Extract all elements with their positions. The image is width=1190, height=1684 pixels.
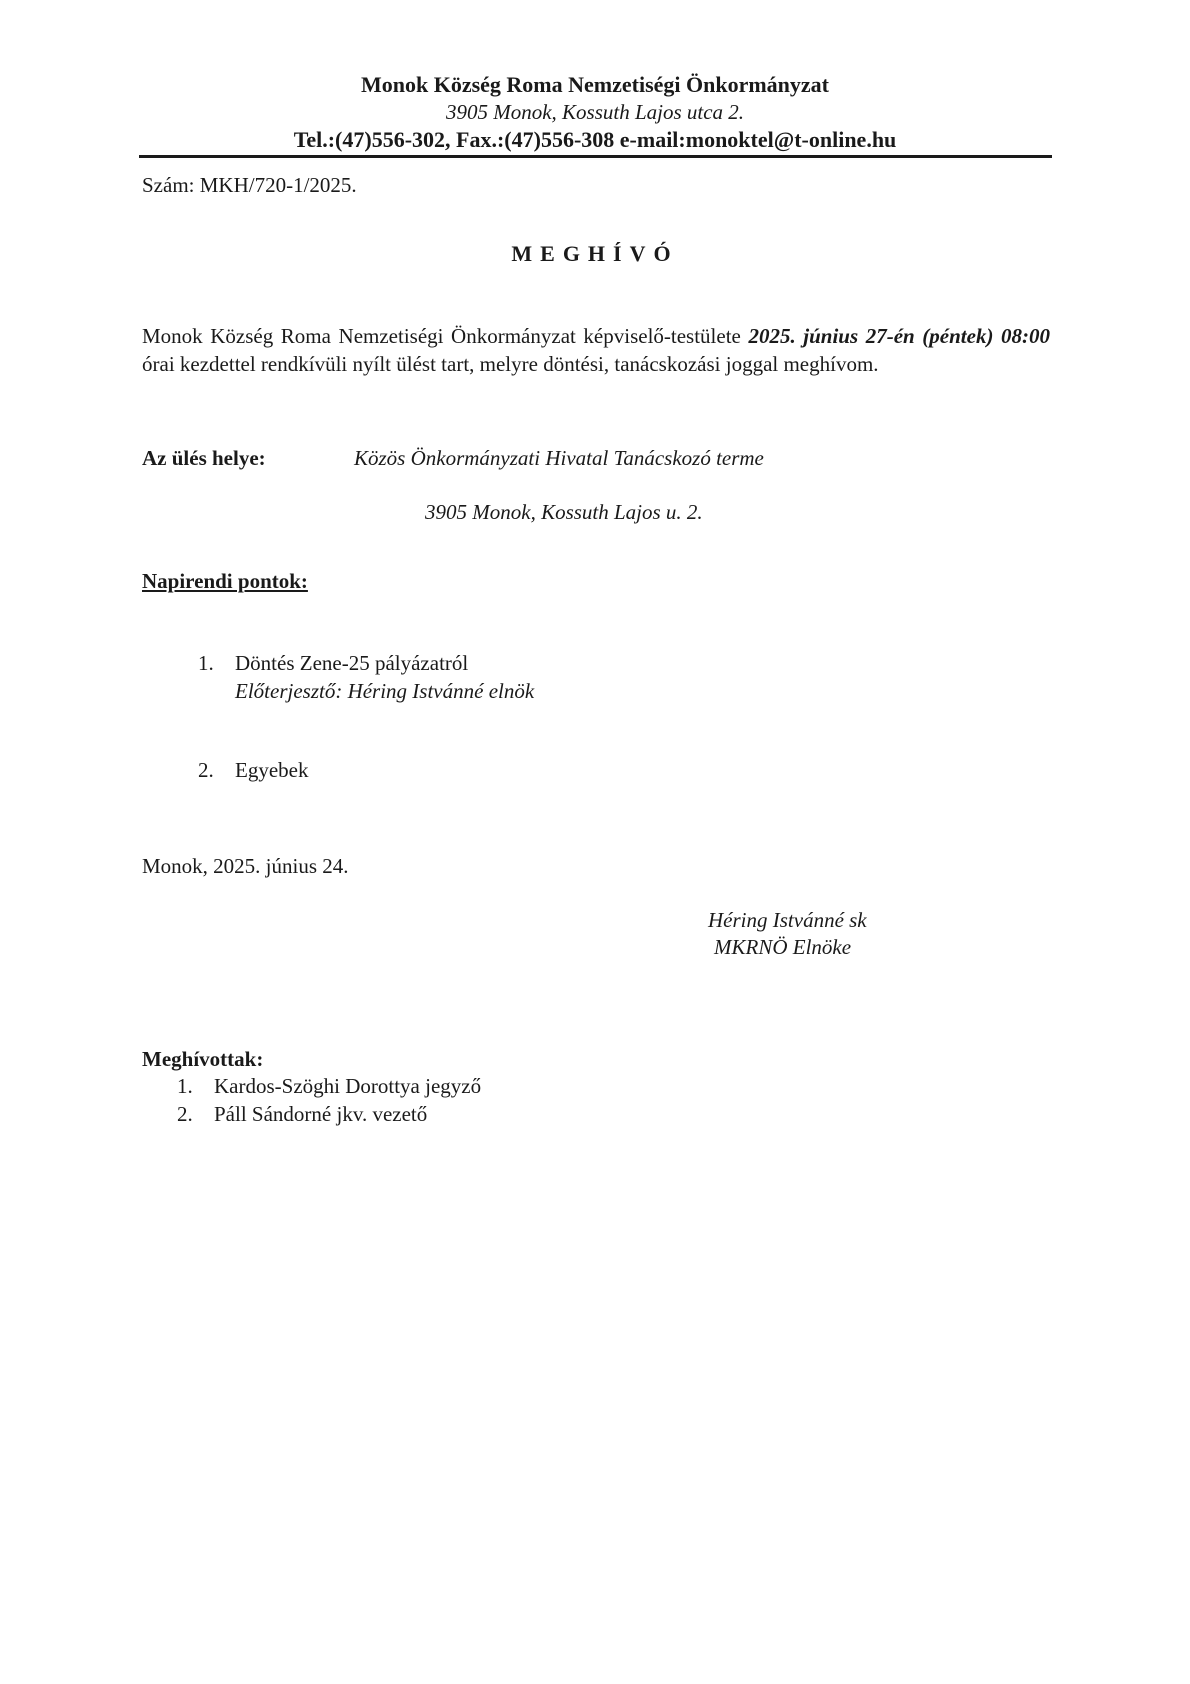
invitees-heading: Meghívottak: <box>142 1047 264 1071</box>
agenda-item-number: 2. <box>198 758 214 782</box>
venue-address: 3905 Monok, Kossuth Lajos u. 2. <box>425 500 703 524</box>
invitee-text: Páll Sándorné jkv. vezető <box>214 1102 428 1126</box>
agenda-heading: Napirendi pontok: <box>142 569 308 593</box>
agenda-item-number: 1. <box>198 651 214 675</box>
body-date-emphasis: 2025. június 27-én (péntek) 08:00 <box>748 324 1050 348</box>
invitee-number: 1. <box>177 1074 193 1098</box>
agenda-item-text: Egyebek <box>235 758 309 782</box>
body-intro: Monok Község Roma Nemzetiségi Önkormányzat képviselő-testülete <box>142 324 749 348</box>
date-line: Monok, 2025. június 24. <box>142 854 349 878</box>
agenda-item-presenter: Előterjesztő: Héring Istvánné elnök <box>235 679 535 703</box>
invitee-text: Kardos-Szöghi Dorottya jegyző <box>214 1074 482 1098</box>
venue-label: Az ülés helye: <box>142 446 266 470</box>
header-divider <box>139 155 1052 158</box>
signature-name: Héring Istvánné sk <box>708 908 867 932</box>
header-contact: Tel.:(47)556-302, Fax.:(47)556-308 e-mail:monoktel@t-online.hu <box>293 127 897 152</box>
agenda-item-text: Döntés Zene-25 pályázatról <box>235 651 469 675</box>
invitee-number: 2. <box>177 1102 193 1126</box>
venue-place: Közös Önkormányzati Hivatal Tanácskozó terme <box>354 446 764 470</box>
reference-number: Szám: MKH/720-1/2025. <box>142 173 357 197</box>
header-organization: Monok Község Roma Nemzetiségi Önkormányzat <box>360 72 830 97</box>
body-rest: órai kezdettel rendkívüli nyílt ülést tart, melyre döntési, tanácskozási joggal meghívom. <box>142 351 879 376</box>
document-title: MEGHÍVÓ <box>511 241 679 266</box>
signature-title: MKRNÖ Elnöke <box>714 935 852 959</box>
invitation-body <box>142 323 1050 378</box>
header-address: 3905 Monok, Kossuth Lajos utca 2. <box>445 100 745 124</box>
